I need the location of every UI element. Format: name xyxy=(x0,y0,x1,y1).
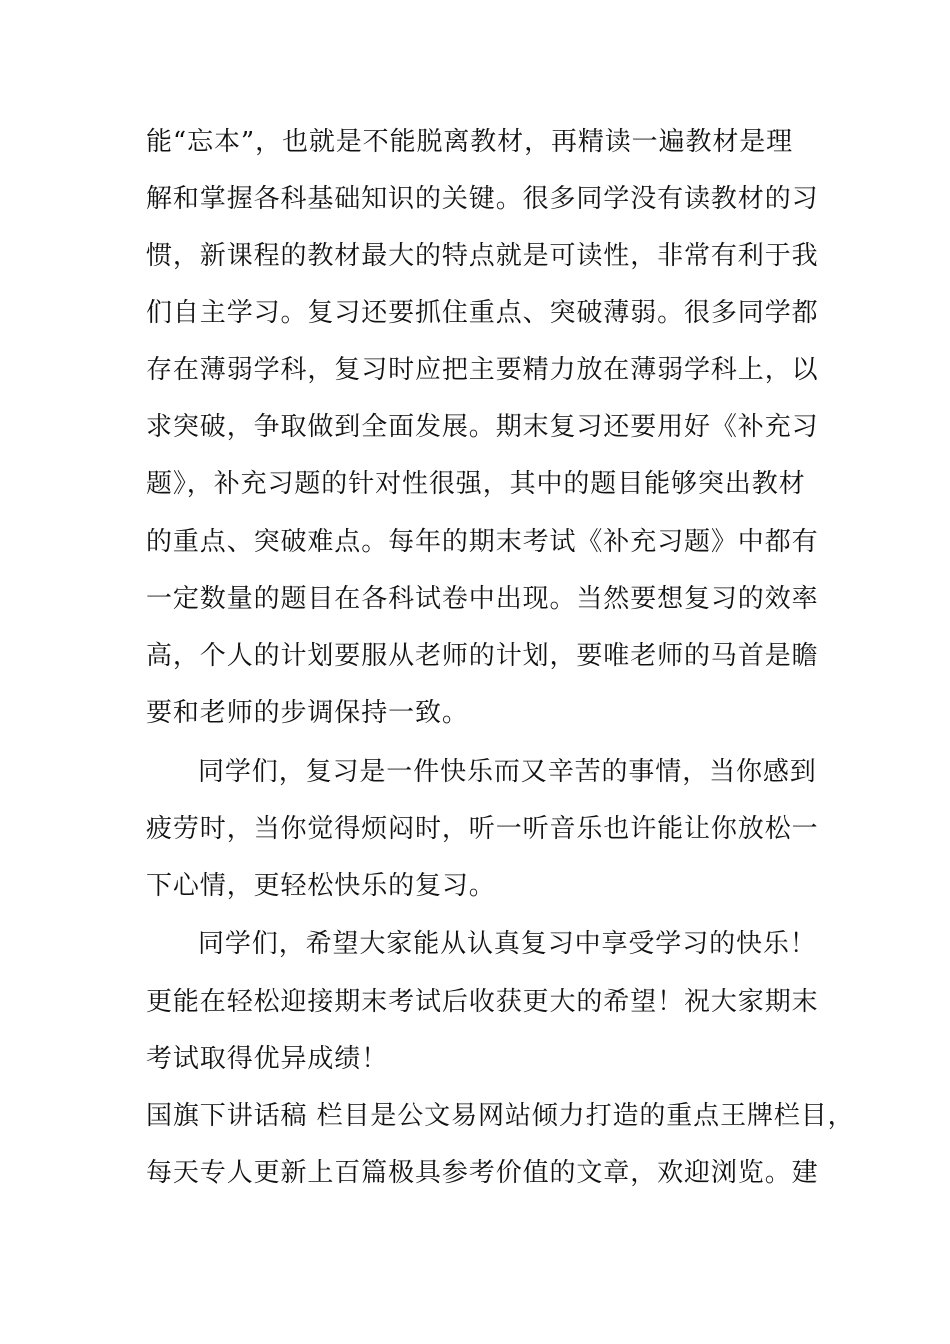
text-line: 高，个人的计划要服从老师的计划，要唯老师的马首是瞻 xyxy=(146,641,819,671)
text-line: 们自主学习。复习还要抓住重点、突破薄弱。很多同学都 xyxy=(146,298,819,328)
text-line: 疲劳时，当你觉得烦闷时，听一听音乐也许能让你放松一 xyxy=(146,814,819,844)
text-line: 题》，补充习题的针对性很强，其中的题目能够突出教材 xyxy=(146,469,806,499)
text-line: 惯，新课程的教材最大的特点就是可读性，非常有利于我 xyxy=(146,241,819,271)
text-line: 的重点、突破难点。每年的期末考试《补充习题》中都有 xyxy=(146,527,819,557)
text-line: 一定数量的题目在各科试卷中出现。当然要想复习的效率 xyxy=(146,584,819,614)
text-line: 解和掌握各科基础知识的关键。很多同学没有读教材的习 xyxy=(146,184,819,214)
text-line: 下心情，更轻松快乐的复习。 xyxy=(146,871,496,901)
paragraph-start-line: 同学们，复习是一件快乐而又辛苦的事情，当你感到 xyxy=(198,757,817,787)
text-line: 存在薄弱学科，复习时应把主要精力放在薄弱学科上，以 xyxy=(146,355,819,385)
promo-line: 国旗下讲话稿 栏目是公文易网站倾力打造的重点王牌栏目， xyxy=(146,1101,855,1131)
text-line: 更能在轻松迎接期末考试后收获更大的希望！祝大家期末 xyxy=(146,987,819,1017)
paragraph-start-line: 同学们，希望大家能从认真复习中享受学习的快乐！ xyxy=(198,929,817,959)
text-line: 能“忘本”，也就是不能脱离教材，再精读一遍教材是理 xyxy=(146,127,794,157)
text-line: 求突破，争取做到全面发展。期末复习还要用好《补充习 xyxy=(146,412,819,442)
text-line: 考试取得优异成绩！ xyxy=(146,1044,389,1074)
text-line: 要和老师的步调保持一致。 xyxy=(146,698,469,728)
promo-line: 每天专人更新上百篇极具参考价值的文章，欢迎浏览。建 xyxy=(146,1158,819,1188)
